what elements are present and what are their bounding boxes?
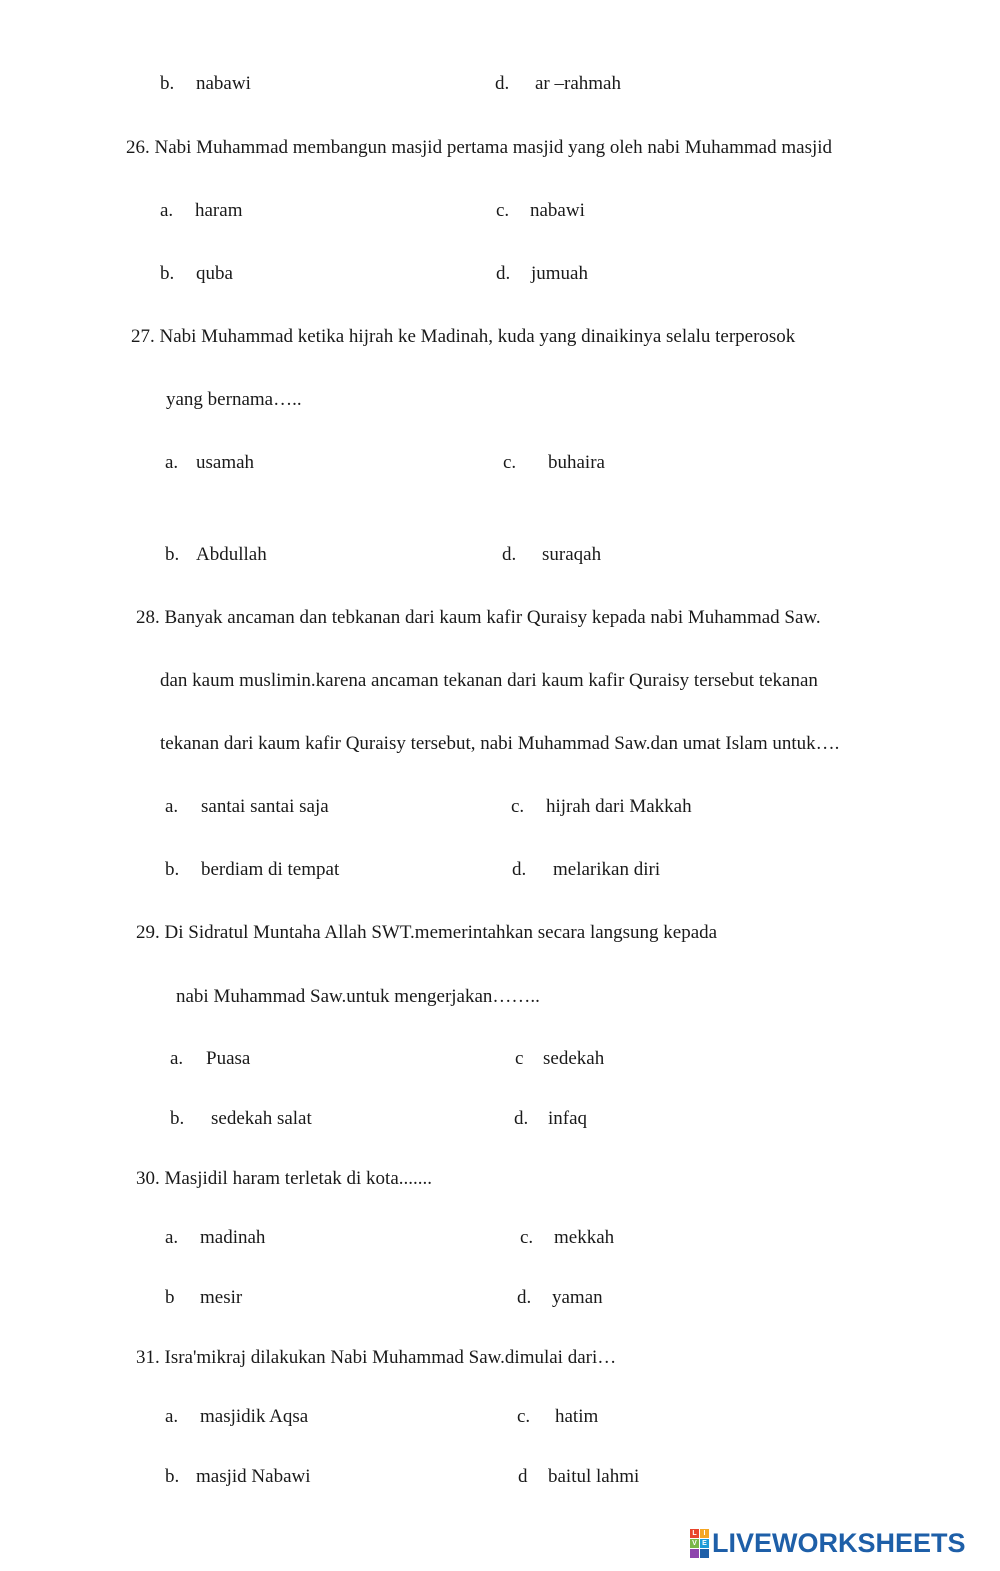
q31-option-a-text: masjidik Aqsa <box>200 1406 309 1427</box>
q26-option-c-letter: c. <box>496 200 510 221</box>
q29-option-b-letter: b. <box>170 1108 185 1129</box>
option-d-letter: d. <box>495 73 510 94</box>
q31-option-a-letter: a. <box>165 1406 179 1427</box>
option-d-text: ar –rahmah <box>535 73 621 94</box>
q28-option-d-letter: d. <box>512 859 527 880</box>
q31-option-b-text: masjid Nabawi <box>196 1466 311 1487</box>
q30-option-d-letter: d. <box>517 1287 532 1308</box>
q27-option-c-letter: c. <box>503 452 517 473</box>
q29-option-b-text: sedekah salat <box>211 1108 312 1129</box>
q30-option-b-letter: b <box>165 1287 175 1308</box>
q26-option-c-text: nabawi <box>530 200 585 221</box>
option-b-text: nabawi <box>196 73 251 94</box>
q26-option-d-text: jumuah <box>531 263 588 284</box>
q26-option-d-letter: d. <box>496 263 511 284</box>
q30-option-c-letter: c. <box>520 1227 534 1248</box>
liveworksheets-logo-text: LIVEWORKSHEETS <box>712 1527 966 1558</box>
question-27-text: 27. Nabi Muhammad ketika hijrah ke Madinah, kuda yang dinaikinya selalu terperosok <box>131 326 796 347</box>
logo-tile: I <box>700 1529 709 1538</box>
q30-option-a-text: madinah <box>200 1227 266 1248</box>
liveworksheets-logo-icon <box>690 1529 709 1558</box>
q31-option-d-text: baitul lahmi <box>548 1466 640 1487</box>
logo-tile: E <box>700 1539 709 1548</box>
q30-option-d-text: yaman <box>552 1287 603 1308</box>
q27-option-b-text: Abdullah <box>196 544 267 565</box>
q27-option-d-text: suraqah <box>542 544 602 565</box>
q29-option-c-letter: c <box>515 1048 524 1069</box>
question-28-text-cont2: tekanan dari kaum kafir Quraisy tersebut, nabi Muhammad Saw.dan umat Islam untuk…. <box>160 733 840 754</box>
q31-option-c-text: hatim <box>555 1406 599 1427</box>
q29-option-a-letter: a. <box>170 1048 184 1069</box>
q27-option-d-letter: d. <box>502 544 517 565</box>
q26-option-b-text: quba <box>196 263 233 284</box>
q28-option-d-text: melarikan diri <box>553 859 661 880</box>
question-29-text: 29. Di Sidratul Muntaha Allah SWT.memerintahkan secara langsung kepada <box>136 922 718 943</box>
logo-tile <box>690 1549 699 1558</box>
q26-option-a-text: haram <box>195 200 243 221</box>
question-27-text-cont: yang bernama….. <box>166 389 302 410</box>
q27-option-a-letter: a. <box>165 452 179 473</box>
liveworksheets-logo <box>690 1528 966 1558</box>
q28-option-a-text: santai santai saja <box>201 796 329 817</box>
q30-option-c-text: mekkah <box>554 1227 615 1248</box>
q28-option-c-text: hijrah dari Makkah <box>546 796 692 817</box>
logo-tile: V <box>690 1539 699 1548</box>
q27-option-b-letter: b. <box>165 544 180 565</box>
q30-option-b-text: mesir <box>200 1287 243 1308</box>
q29-option-c-text: sedekah <box>543 1048 605 1069</box>
question-30-text: 30. Masjidil haram terletak di kota....... <box>136 1168 433 1189</box>
q27-option-c-text: buhaira <box>548 452 605 473</box>
logo-tile: L <box>690 1529 699 1538</box>
q28-option-b-text: berdiam di tempat <box>201 859 340 880</box>
q31-option-b-letter: b. <box>165 1466 180 1487</box>
question-28-text-cont1: dan kaum muslimin.karena ancaman tekanan dari kaum kafir Quraisy tersebut tekanan <box>160 670 818 691</box>
question-26-text: 26. Nabi Muhammad membangun masjid pertama masjid yang oleh nabi Muhammad masjid <box>126 137 833 158</box>
option-b-letter: b. <box>160 73 175 94</box>
q26-option-a-letter: a. <box>160 200 174 221</box>
logo-tile <box>700 1549 709 1558</box>
q29-option-d-letter: d. <box>514 1108 529 1129</box>
q30-option-a-letter: a. <box>165 1227 179 1248</box>
q27-option-a-text: usamah <box>196 452 255 473</box>
q31-option-c-letter: c. <box>517 1406 531 1427</box>
question-28-text: 28. Banyak ancaman dan tebkanan dari kaum kafir Quraisy kepada nabi Muhammad Saw. <box>136 607 821 628</box>
q29-option-d-text: infaq <box>548 1108 588 1129</box>
q26-option-b-letter: b. <box>160 263 175 284</box>
question-31-text: 31. Isra'mikraj dilakukan Nabi Muhammad Saw.dimulai dari… <box>136 1347 617 1368</box>
q31-option-d-letter: d <box>518 1466 528 1487</box>
q28-option-c-letter: c. <box>511 796 525 817</box>
q28-option-b-letter: b. <box>165 859 180 880</box>
q28-option-a-letter: a. <box>165 796 179 817</box>
q29-option-a-text: Puasa <box>206 1048 251 1069</box>
question-29-text-cont: nabi Muhammad Saw.untuk mengerjakan…….. <box>176 986 540 1007</box>
